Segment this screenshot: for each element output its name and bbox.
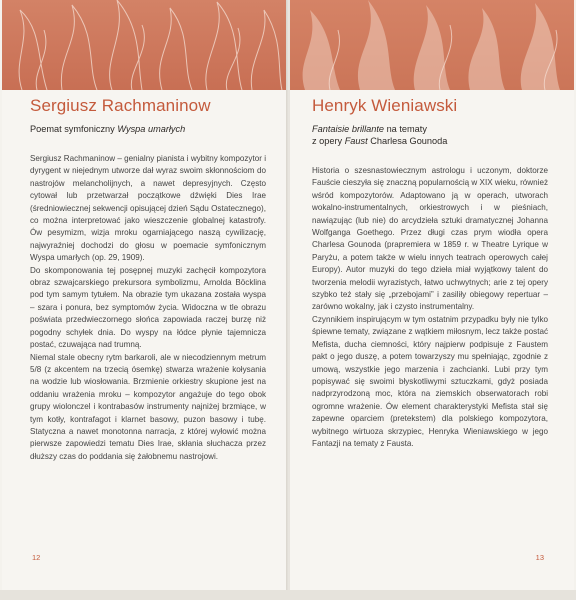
body-text (312, 165, 548, 450)
paragraph: Niemal stale obecny rytm barkaroli, ale w niecodziennym metrum 5/8 (z akcentem na trzecią ósemkę) stwarza wrażenie kołysania na wodzie lub wiosłowania. Brzmienie orkiestry skupione jest na oddaniu wrażenia mroku – kompozytor angażuje do tego obok grupy wiolonczel i kontrabasów instrumenty najniżej brzmiące, w tym kotły, kontrafagot i klarnet basowy, puzon basowy i tubę. Statyczna a nawet monotonna narracja, z której wyłowić można pierwsze zapowiedzi tematu Dies Irae, skłania słuchacza przez dłuższy czas do poddania się żałobnemu nastrojowi. (30, 352, 266, 461)
paragraph: Historia o szesnastowiecznym astrologu i uczonym, doktorze Fauście cieszyła się znaczną popularnością w XIX wieku, również wśród kompozytorów. Adaptowano ją w operach, utworach wokalno-instrumentalnych, orkiestrowych i w pieśniach, nawiązując (lub nie) do arcydzieła sztuki dramatycznej Johanna Wolfganga Goethego. Przez długi czas prym wiodła opera Charlesa Gounoda (prapremiera w 1859 r. w Theatre Lyrique w Paryżu, a potem także w wielu innych teatrach operowych całej Europy). Autor muzyki do tego dzieła miał wyjątkowy talent do tworzenia melodii wyrazistych, łatwo uchwytnych; arie z tej opery szybko też stały się „przebojami” i zasiliły obiegowy repertuar – zarówno wokalny, jak i czysto instrumentalny. (312, 166, 548, 312)
left-article (30, 96, 266, 463)
subtitle-text: Charlesa Gounoda (367, 136, 448, 146)
page-number: 13 (535, 553, 544, 562)
subtitle-italic: Faust (344, 136, 368, 146)
decorative-banner (2, 0, 288, 90)
page-edge (0, 590, 576, 600)
left-page (2, 0, 288, 590)
decorative-banner (290, 0, 574, 90)
subtitle-line (312, 135, 548, 147)
subtitle-text: z opery (312, 136, 345, 146)
subtitle (312, 123, 548, 147)
subtitle-text: na tematy (384, 124, 427, 134)
subtitle-italic: Wyspa umarłych (117, 124, 186, 134)
right-page (290, 0, 574, 590)
flame-pattern-icon (290, 0, 574, 90)
body-text (30, 153, 266, 463)
subtitle-line (312, 123, 548, 135)
page-number: 12 (32, 553, 41, 562)
subtitle (30, 123, 266, 135)
paragraph: Do skomponowania tej posępnej muzyki zachęcił kompozytora obraz szwajcarskiego prekursora symbolizmu, Arnolda Böcklina pod tym samym tytułem. Na obrazie tym ukazana została wyspa – szara i ponura, bez symptomów życia. Widoczna w tle obrazu poświata przedwieczornego słońca zapowiada raczej burzę niż pogodny schyłek dnia. Do wyspy na łódce płynie tajemnicza postać, czuwająca nad trumną. (30, 265, 266, 350)
right-article (312, 96, 548, 450)
subtitle-text: Poemat symfoniczny (30, 124, 118, 134)
paragraph: Czynnikiem inspirującym w tym ostatnim przypadku były nie tylko śpiewne tematy, związane z wątkiem miłosnym, lecz także postać Mefista, ducha ciemności, który najpierw podpisuje z Faustem pakt o jego duszę, a potem towarzyszy mu spełniając, zgodnie z umową, wszystkie jego marzenia i zachcianki. Lubi przy tym popisywać się swoimi błyskotliwymi sztuczkami, gdyż posiada nadprzyrodzoną moc, która na ziemskich obserwatorach robi ogromne wrażenie. Ów element charakterystyki Mefista stał się zapewne oparciem (pretekstem) dla polskiego kompozytora, wybitnego wirtuoza skrzypiec, Henryka Wieniawskiego w jego Fantazji na tematy z Fausta. (312, 314, 548, 448)
paragraph: Sergiusz Rachmaninow – genialny pianista i wybitny kompozytor i dyrygent w niejednym utworze dał wyraz swoim skłonnościom do nastrojów melancholijnych, a nawet depresyjnych. Często cytował lub przetwarzał początkowe dźwięki Dies Irae (średniowiecznej sekwencji opisującej dzień Sądu Ostatecznego), co można interpretować jako wieszczenie globalnej katastrofy. Ów pesymizm, wizja mroku ogarniającego naszą cywilizację, najwyraźniej dochodzi do głosu w poemacie symfonicznym Wyspa umarłych (op. 29, 1909). (30, 154, 266, 263)
page-title: Henryk Wieniawski (312, 96, 458, 115)
subtitle-italic: Fantaisie brillante (312, 124, 385, 134)
page-title: Sergiusz Rachmaninow (30, 96, 211, 115)
flame-pattern-icon (2, 0, 288, 90)
